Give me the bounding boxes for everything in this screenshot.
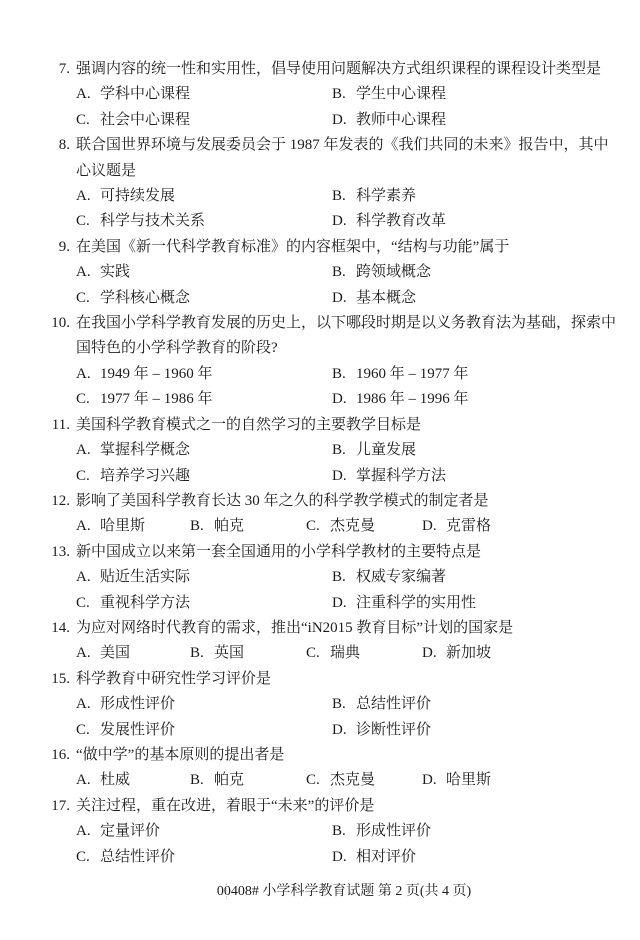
question-stem-text: “做中学”的基本原则的提出者是	[76, 746, 285, 763]
option-text: 发展性评价	[100, 721, 176, 738]
option-d	[332, 845, 612, 870]
option-d	[422, 768, 612, 793]
option-text: 哈里斯	[446, 772, 492, 789]
option-d	[422, 641, 612, 666]
question-stem-text: 美国科学教育模式之一的自然学习的主要教学目标是	[76, 416, 422, 433]
option-label: D.	[332, 213, 347, 230]
option-text: 重视科学方法	[100, 594, 191, 611]
option-d	[332, 387, 612, 412]
question-stem-line	[51, 540, 612, 565]
option-label: A.	[76, 365, 91, 382]
question-number: 12.	[51, 492, 70, 509]
option-label: D.	[422, 772, 437, 789]
question-stem-text: 关注过程，重在改进，着眼于“未来”的评价是	[76, 797, 375, 814]
option-row	[76, 692, 612, 717]
question-number: 9.	[58, 238, 70, 255]
option-b	[190, 514, 306, 539]
option-a	[76, 260, 332, 285]
question-stem-line	[51, 667, 612, 692]
option-text: 科学与技术关系	[100, 213, 206, 230]
option-text: 跨领域概念	[356, 264, 432, 281]
option-label: B.	[332, 569, 346, 586]
option-c	[76, 387, 332, 412]
option-b	[332, 82, 612, 107]
question-number: 17.	[51, 797, 70, 814]
option-label: C.	[306, 645, 320, 662]
question	[58, 235, 612, 311]
option-text: 教师中心课程	[356, 111, 447, 128]
option-row	[76, 362, 612, 387]
question	[51, 540, 612, 616]
question-number: 7.	[58, 61, 70, 77]
question-stem-text: 科学教育中研究性学习评价是	[76, 670, 272, 687]
option-label: A.	[76, 823, 91, 840]
option-text: 可持续发展	[100, 188, 176, 205]
option-text: 美国	[100, 645, 131, 662]
option-c	[76, 464, 332, 489]
question-stem-text: 影响了美国科学教育长达 30 年之久的科学教学模式的制定者是	[76, 492, 489, 509]
option-text: 1977 年 – 1986 年	[100, 391, 213, 408]
question-number: 8.	[58, 137, 70, 154]
option-label: D.	[422, 518, 437, 535]
option-label: A.	[76, 518, 91, 535]
option-text: 学生中心课程	[356, 86, 447, 103]
option-row	[76, 438, 612, 463]
option-row	[76, 768, 612, 793]
option-b	[190, 641, 306, 666]
question	[58, 133, 612, 235]
question-stem-line	[51, 743, 612, 768]
option-c	[76, 845, 332, 870]
option-label: C.	[306, 772, 320, 789]
option-label: D.	[332, 721, 347, 738]
option-label: C.	[306, 518, 320, 535]
question-number: 11.	[51, 416, 70, 433]
option-a	[76, 362, 332, 387]
option-text: 杰克曼	[330, 518, 376, 535]
option-c	[306, 768, 422, 793]
page-footer	[76, 879, 612, 904]
option-label: A.	[76, 772, 91, 789]
question	[58, 57, 612, 133]
footer-text: 00408# 小学科学教育试题 第 2 页(共 4 页)	[216, 884, 472, 899]
option-label: D.	[422, 645, 437, 662]
option-label: B.	[190, 772, 204, 789]
option-row	[76, 591, 612, 616]
option-a	[76, 768, 190, 793]
option-text: 英国	[214, 645, 245, 662]
option-row	[76, 819, 612, 844]
option-c	[306, 641, 422, 666]
question	[51, 616, 612, 667]
option-b	[332, 260, 612, 285]
option-d	[332, 286, 612, 311]
option-a	[76, 438, 332, 463]
option-text: 培养学习兴趣	[100, 467, 191, 484]
option-text: 形成性评价	[356, 823, 432, 840]
option-label: C.	[76, 391, 90, 408]
option-text: 基本概念	[356, 289, 417, 306]
option-label: A.	[76, 569, 91, 586]
option-text: 1960 年 – 1977 年	[356, 365, 469, 382]
option-row	[76, 845, 612, 870]
question-stem-line	[76, 336, 612, 361]
option-text: 实践	[100, 264, 131, 281]
option-b	[332, 819, 612, 844]
option-text: 克雷格	[446, 518, 492, 535]
option-label: C.	[76, 213, 90, 230]
question-stem-text: 新中国成立以来第一套全国通用的小学科学教材的主要特点是	[76, 543, 482, 560]
option-text: 相对评价	[356, 848, 417, 865]
option-text: 权威专家编著	[356, 569, 447, 586]
option-label: A.	[76, 264, 91, 281]
option-row	[76, 641, 612, 666]
question-stem-line	[76, 159, 612, 184]
option-row	[76, 260, 612, 285]
option-row	[76, 82, 612, 107]
option-text: 注重科学的实用性	[356, 594, 477, 611]
option-row	[76, 464, 612, 489]
question-stem-text: 在美国《新一代科学教育标准》的内容框架中，“结构与功能”属于	[76, 238, 510, 255]
option-text: 形成性评价	[100, 696, 176, 713]
option-text: 总结性评价	[356, 696, 432, 713]
option-a	[76, 514, 190, 539]
option-row	[76, 514, 612, 539]
option-row	[76, 184, 612, 209]
option-label: B.	[332, 188, 346, 205]
question-stem-line	[51, 413, 612, 438]
option-text: 帕克	[214, 518, 245, 535]
option-label: D.	[332, 289, 347, 306]
question-stem-text: 强调内容的统一性和实用性，倡导使用问题解决方式组织课程的课程设计类型是	[76, 61, 602, 77]
option-text: 掌握科学方法	[356, 467, 447, 484]
question-number: 16.	[51, 746, 70, 763]
option-c	[76, 108, 332, 133]
option-text: 定量评价	[100, 823, 161, 840]
option-label: D.	[332, 391, 347, 408]
question-number: 14.	[51, 619, 70, 636]
option-d	[332, 718, 612, 743]
option-a	[76, 819, 332, 844]
option-a	[76, 82, 332, 107]
option-label: B.	[332, 442, 346, 459]
option-text: 诊断性评价	[356, 721, 432, 738]
option-label: C.	[76, 289, 90, 306]
option-text: 科学素养	[356, 188, 417, 205]
question-stem-text: 联合国世界环境与发展委员会于 1987 年发表的《我们共同的未来》报告中，其中	[76, 137, 609, 154]
question-stem-line	[51, 794, 612, 819]
option-row	[76, 108, 612, 133]
option-c	[76, 286, 332, 311]
option-c	[76, 591, 332, 616]
question-number: 15.	[51, 670, 70, 687]
option-row	[76, 718, 612, 743]
option-label: C.	[76, 467, 90, 484]
question	[51, 311, 617, 413]
option-d	[332, 591, 612, 616]
option-label: C.	[76, 848, 90, 865]
option-label: B.	[190, 645, 204, 662]
question-stem-line	[51, 311, 617, 336]
option-text: 1986 年 – 1996 年	[356, 391, 469, 408]
option-label: C.	[76, 111, 90, 128]
option-b	[332, 565, 612, 590]
option-text: 学科中心课程	[100, 86, 191, 103]
option-b	[332, 184, 612, 209]
option-text: 哈里斯	[100, 518, 146, 535]
question	[51, 489, 612, 540]
option-label: D.	[332, 467, 347, 484]
option-text: 杜威	[100, 772, 131, 789]
option-label: A.	[76, 86, 91, 103]
question-stem-text: 在我国小学科学教育发展的历史上，以下哪段时期是以义务教育法为基础，探索中	[76, 315, 617, 332]
option-label: B.	[332, 86, 346, 103]
option-b	[332, 438, 612, 463]
scan-artifact-mark	[226, 884, 227, 899]
option-text: 贴近生活实际	[100, 569, 191, 586]
option-a	[76, 641, 190, 666]
option-d	[332, 209, 612, 234]
option-row	[76, 286, 612, 311]
option-label: D.	[332, 594, 347, 611]
question-number: 13.	[51, 543, 70, 560]
option-text: 瑞典	[330, 645, 361, 662]
question-stem-line	[58, 57, 612, 82]
question-stem-text: 为应对网络时代教育的需求，推出“iN2015 教育目标”计划的国家是	[76, 619, 514, 636]
option-label: A.	[76, 645, 91, 662]
option-label: B.	[332, 823, 346, 840]
question	[51, 413, 612, 489]
option-label: D.	[332, 111, 347, 128]
option-c	[76, 209, 332, 234]
question	[51, 743, 612, 794]
option-text: 掌握科学概念	[100, 442, 191, 459]
question-stem-line	[51, 489, 612, 514]
option-text: 儿童发展	[356, 442, 417, 459]
option-c	[76, 718, 332, 743]
option-label: B.	[332, 264, 346, 281]
question	[51, 794, 612, 870]
option-a	[76, 184, 332, 209]
option-b	[190, 768, 306, 793]
option-text: 杰克曼	[330, 772, 376, 789]
option-label: B.	[332, 696, 346, 713]
question-stem-line	[58, 133, 612, 158]
option-row	[76, 387, 612, 412]
option-text: 社会中心课程	[100, 111, 191, 128]
option-text: 科学教育改革	[356, 213, 447, 230]
option-b	[332, 362, 612, 387]
option-label: C.	[76, 721, 90, 738]
option-label: B.	[190, 518, 204, 535]
question	[51, 667, 612, 743]
option-a	[76, 565, 332, 590]
option-c	[306, 514, 422, 539]
option-text: 新加坡	[446, 645, 492, 662]
option-label: C.	[76, 594, 90, 611]
option-a	[76, 692, 332, 717]
option-label: D.	[332, 848, 347, 865]
question-number: 10.	[51, 315, 70, 332]
option-row	[76, 565, 612, 590]
option-d	[422, 514, 612, 539]
question-stem-text: 国特色的小学科学教育的阶段?	[76, 340, 278, 357]
option-text: 1949 年 – 1960 年	[100, 365, 213, 382]
option-label: A.	[76, 188, 91, 205]
option-label: B.	[332, 365, 346, 382]
question-list	[51, 57, 617, 870]
option-label: A.	[76, 442, 91, 459]
option-label: A.	[76, 696, 91, 713]
option-d	[332, 108, 612, 133]
option-text: 总结性评价	[100, 848, 176, 865]
option-text: 学科核心概念	[100, 289, 191, 306]
option-d	[332, 464, 612, 489]
option-b	[332, 692, 612, 717]
option-text: 帕克	[214, 772, 245, 789]
question-stem-text: 心议题是	[76, 162, 137, 179]
option-row	[76, 209, 612, 234]
question-stem-line	[51, 616, 612, 641]
question-stem-line	[58, 235, 612, 260]
